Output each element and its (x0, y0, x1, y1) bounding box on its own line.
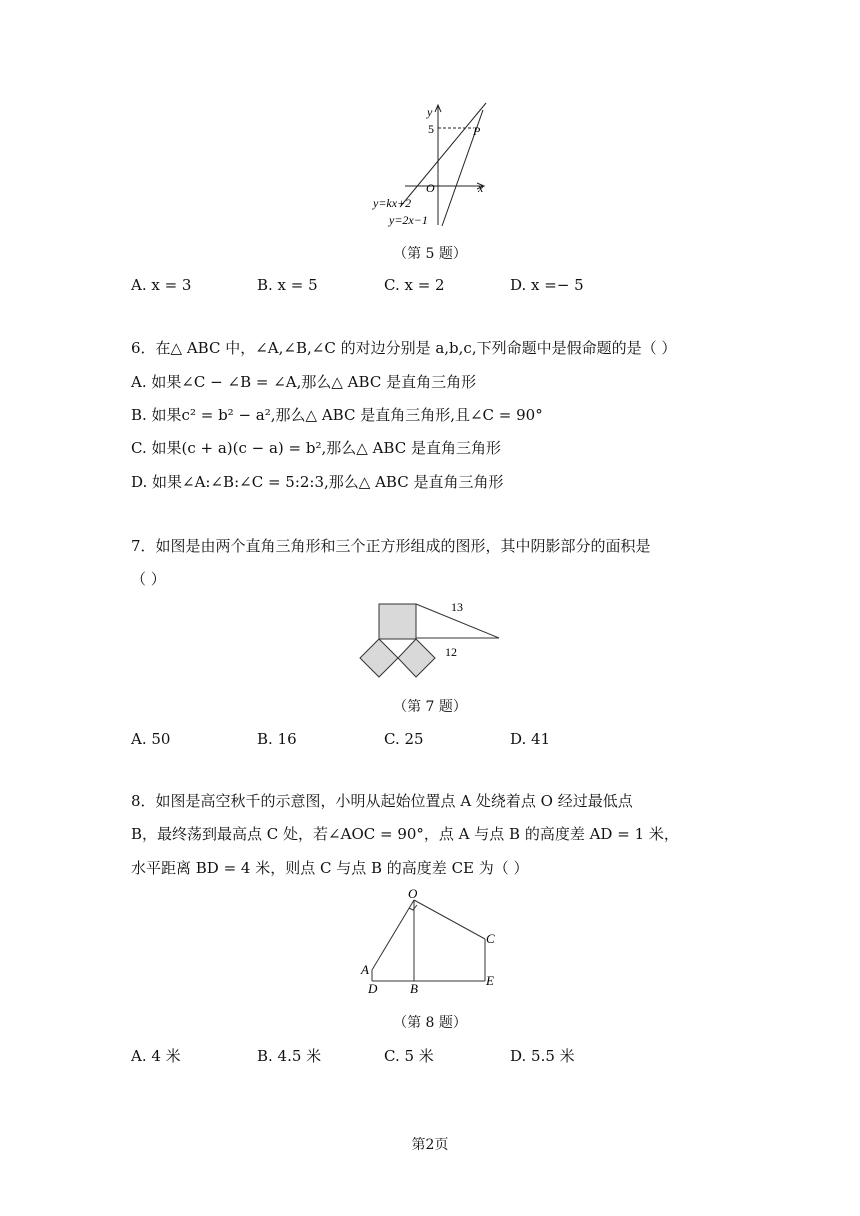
q7-top-square (379, 604, 416, 639)
q7-option-d: D. 41 (510, 730, 551, 748)
q6-stem: 6．在△ ABC 中，∠A,∠B,∠C 的对边分别是 a,b,c,下列命题中是假命题的是（ ） (131, 339, 677, 357)
q8-label-c: C (486, 931, 495, 946)
q5-line-kx2 (400, 103, 486, 207)
q5-caption: （第 5 题） (393, 246, 467, 262)
q5-label-line1: y=kx+2 (373, 196, 412, 210)
q8-label-b: B (410, 981, 418, 996)
q8-figure (355, 884, 515, 1002)
q5-figure (365, 100, 495, 230)
q7-option-a: A. 50 (131, 730, 171, 748)
q5-option-c: C. x = 2 (384, 276, 445, 294)
q5-label-p: P (473, 124, 481, 138)
q7-label-leg: 12 (445, 645, 457, 659)
q5-label-x: x (478, 181, 484, 195)
q7-label-hyp: 13 (451, 600, 463, 614)
page-number: 第2页 (411, 1137, 449, 1153)
q8-stem-line1: 8．如图是高空秋千的示意图，小明从起始位置点 A 处绕着点 O 经过最低点 (131, 792, 633, 810)
q5-label-y: y (427, 105, 433, 119)
q8-label-o: O (408, 886, 418, 901)
q8-label-d: D (368, 981, 378, 996)
q8-label-e: E (486, 973, 494, 988)
q7-stem-line1: 7．如图是由两个直角三角形和三个正方形组成的图形，其中阴影部分的面积是 (131, 537, 651, 555)
q7-left-square (360, 639, 398, 677)
q7-caption: （第 7 题） (393, 699, 467, 715)
q8-label-a: A (361, 962, 369, 977)
q6-option-d: D. 如果∠A:∠B:∠C = 5:2:3,那么△ ABC 是直角三角形 (131, 473, 504, 491)
q7-option-b: B. 16 (257, 730, 297, 748)
q8-option-d: D. 5.5 米 (510, 1047, 575, 1065)
q5-option-d: D. x =− 5 (510, 276, 584, 294)
q8-stem-line2: B，最终荡到最高点 C 处，若∠AOC = 90°，点 A 与点 B 的高度差 AD = 1 米， (131, 825, 679, 843)
q8-option-c: C. 5 米 (384, 1047, 434, 1065)
q6-option-c: C. 如果(c + a)(c − a) = b²,那么△ ABC 是直角三角形 (131, 439, 501, 457)
q8-option-a: A. 4 米 (131, 1047, 181, 1065)
q5-option-b: B. x = 5 (257, 276, 318, 294)
q7-figure (355, 596, 505, 686)
q5-label-line2: y=2x−1 (389, 213, 428, 227)
q8-caption: （第 8 题） (393, 1015, 467, 1031)
q8-segment-oa (372, 900, 414, 970)
q6-option-a: A. 如果∠C − ∠B = ∠A,那么△ ABC 是直角三角形 (131, 373, 477, 391)
q5-label-o: O (426, 181, 435, 195)
q6-option-b: B. 如果c² = b² − a²,那么△ ABC 是直角三角形,且∠C = 90° (131, 406, 543, 424)
q7-option-c: C. 25 (384, 730, 424, 748)
q8-segment-oc (414, 900, 485, 939)
q8-option-b: B. 4.5 米 (257, 1047, 322, 1065)
q7-right-square (398, 639, 435, 677)
q7-stem-line2: （ ） (131, 570, 166, 588)
q5-label-five: 5 (428, 122, 434, 136)
q5-option-a: A. x = 3 (131, 276, 192, 294)
q8-stem-line3: 水平距离 BD = 4 米，则点 C 与点 B 的高度差 CE 为（ ） (131, 859, 529, 877)
